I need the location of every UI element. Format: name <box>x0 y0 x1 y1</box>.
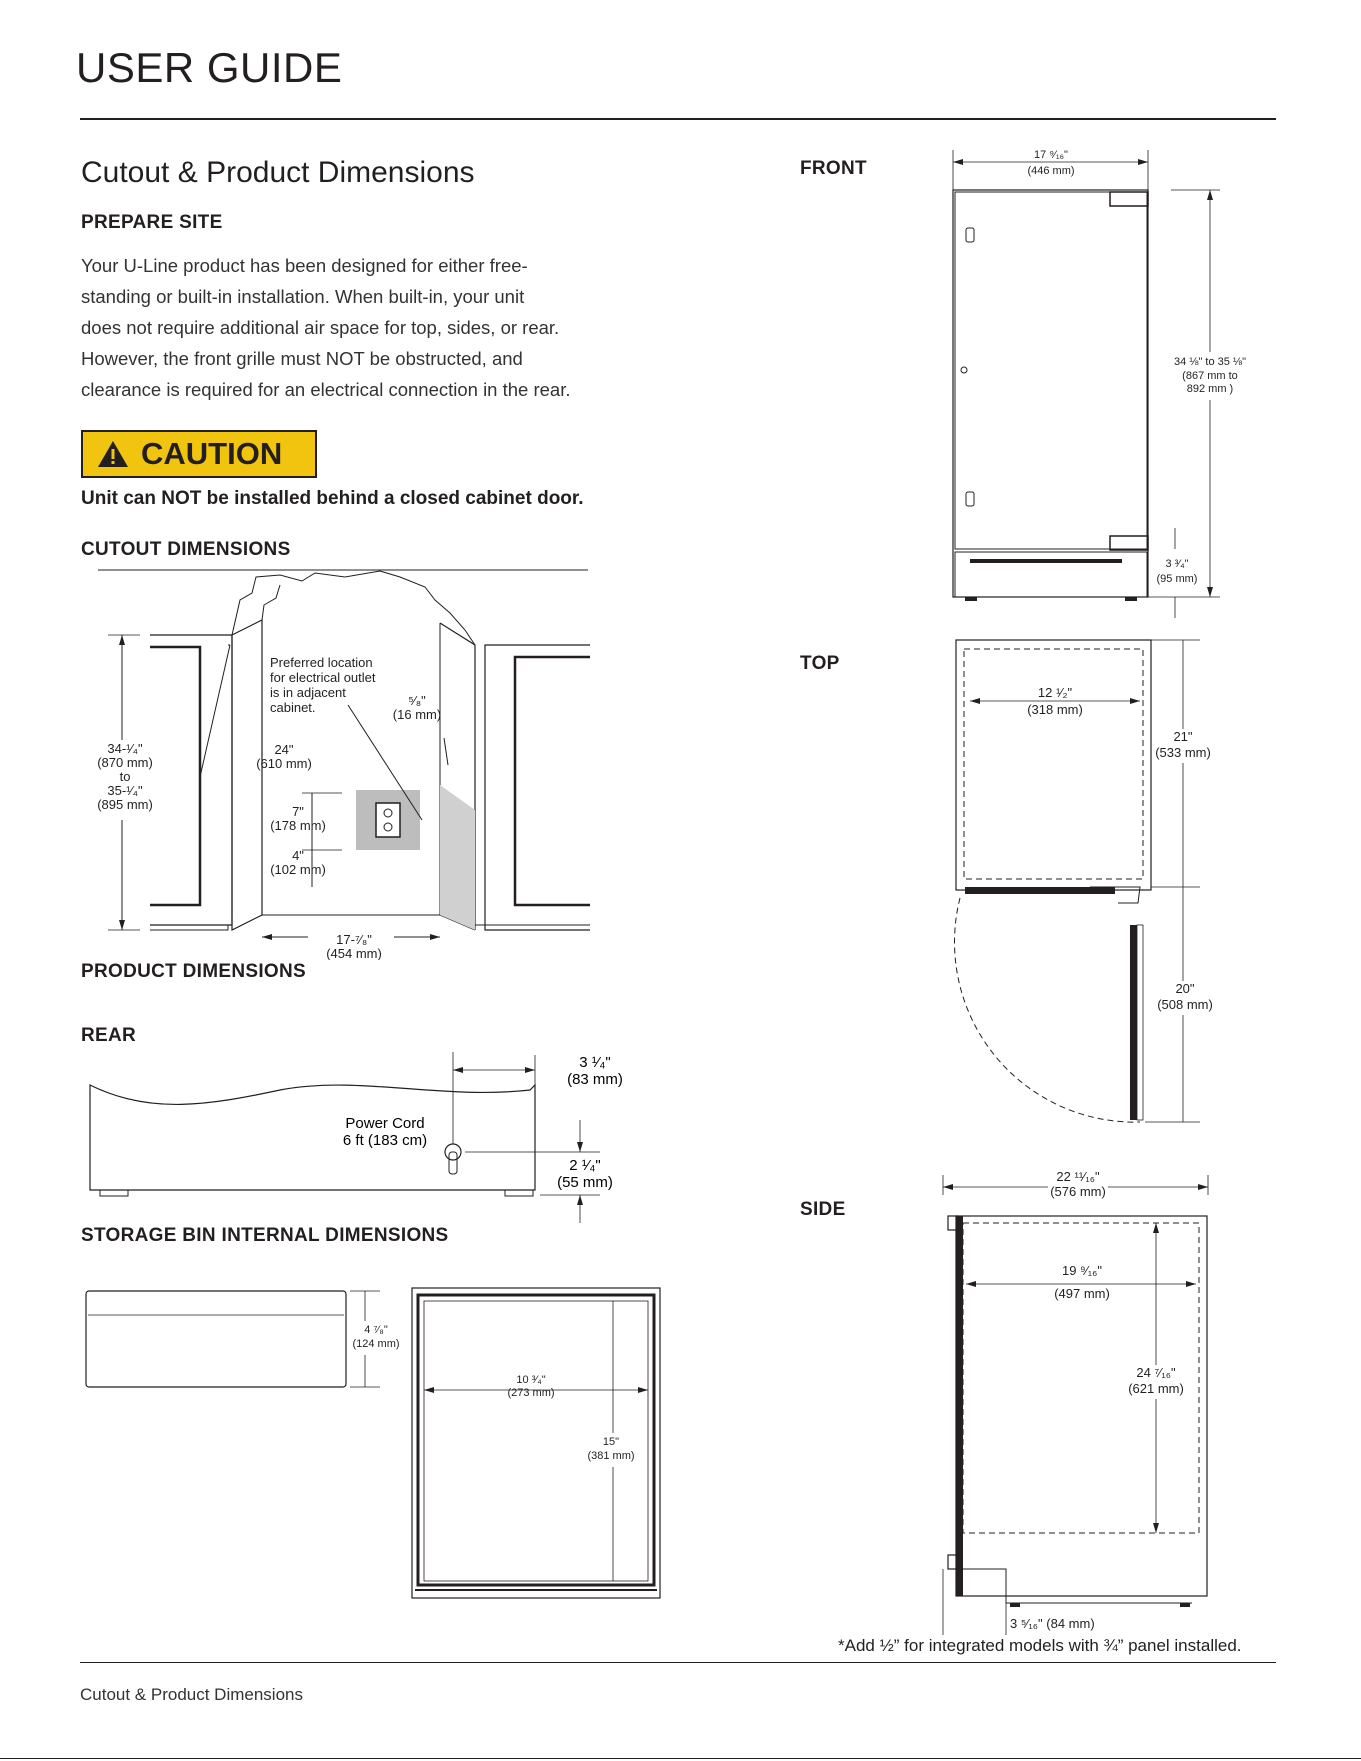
side-heading: SIDE <box>800 1199 846 1220</box>
door-swing-dim: 20" <box>1175 981 1195 996</box>
storage-bin-heading: STORAGE BIN INTERNAL DIMENSIONS <box>81 1225 449 1246</box>
rear-diagram <box>80 1040 640 1230</box>
outlet-height-dim: 7" <box>292 804 304 819</box>
bin-height-dim: 4 ⁷⁄₈" <box>364 1324 388 1336</box>
cutout-height-dim: 34-¹⁄₄" <box>107 741 143 756</box>
rear-heading: REAR <box>81 1025 137 1046</box>
footnote: *Add ½” for integrated models with ¾” panel installed. <box>838 1636 1242 1655</box>
front-height-dim: 892 mm ) <box>1186 383 1234 395</box>
top-inner-width-dim: (318 mm) <box>1027 702 1083 717</box>
bin-width-dim: (273 mm) <box>507 1387 555 1399</box>
outlet-note: is in adjacent <box>270 685 346 700</box>
body-line: clearance is required for an electrical connection in the rear. <box>81 379 571 400</box>
cutout-depth-dim: (610 mm) <box>256 756 312 771</box>
cutout-depth-dim: 24" <box>274 742 294 757</box>
cutout-offset-dim: (16 mm) <box>392 707 442 722</box>
cutout-heading: CUTOUT DIMENSIONS <box>81 539 291 560</box>
bottom-offset-dim: 2 ¹⁄₄" <box>569 1157 601 1174</box>
side-diagram <box>930 1165 1220 1635</box>
side-depth-dim: (576 mm) <box>1050 1184 1106 1199</box>
section-title: Cutout & Product Dimensions <box>81 156 475 189</box>
cutout-height-dim: (895 mm) <box>97 797 153 812</box>
top-diagram <box>940 635 1270 1130</box>
outlet-icon <box>376 803 400 837</box>
footer-label: Cutout & Product Dimensions <box>80 1685 303 1704</box>
front-base-dim: (95 mm) <box>1156 573 1198 585</box>
product-dimensions-heading: PRODUCT DIMENSIONS <box>81 961 306 982</box>
front-height-dim: (867 mm to <box>1182 370 1238 382</box>
page-header-title: USER GUIDE <box>76 44 343 91</box>
front-heading: FRONT <box>800 158 867 179</box>
cutout-offset-dim: ⁵⁄₈" <box>408 693 426 708</box>
floor-gap-dim: 4" <box>292 848 304 863</box>
warning-icon <box>97 439 129 469</box>
bin-depth-dim: 15" <box>602 1436 620 1448</box>
top-depth-dim: 21" <box>1173 729 1193 744</box>
bin-height-dim: (124 mm) <box>352 1338 400 1350</box>
prepare-site-body <box>81 250 641 405</box>
top-heading: TOP <box>800 653 840 674</box>
footer-divider <box>80 1662 1276 1663</box>
front-width-dim: 17 ⁹⁄₁₆" <box>1034 149 1068 161</box>
cutout-height-dim: 35-¹⁄₄" <box>107 783 143 798</box>
door-swing-dim: (508 mm) <box>1157 997 1213 1012</box>
power-cord-label: 6 ft (183 cm) <box>342 1132 428 1149</box>
outlet-height-dim: (178 mm) <box>270 818 326 833</box>
side-offset-dim: (83 mm) <box>567 1071 623 1088</box>
front-height-dim: 34 ⅛" to 35 ⅛" <box>1173 356 1247 368</box>
body-line: Your U-Line product has been designed for either free- <box>81 255 528 276</box>
bin-depth-dim: (381 mm) <box>587 1450 635 1462</box>
storage-bin-top-diagram <box>400 1285 670 1605</box>
outlet-note: cabinet. <box>270 700 316 715</box>
power-cord-label: Power Cord <box>345 1115 425 1132</box>
cutout-height-dim: to <box>119 769 131 784</box>
cutout-width-dim: (454 mm) <box>326 946 382 960</box>
bin-width-dim: 10 ³⁄₄" <box>516 1374 546 1386</box>
caution-label: CAUTION <box>141 436 283 471</box>
front-width-dim: (446 mm) <box>1027 165 1075 177</box>
prepare-site-heading: PREPARE SITE <box>81 212 223 233</box>
side-inner-height-dim: (621 mm) <box>1128 1381 1184 1396</box>
outlet-note: Preferred location <box>270 655 373 670</box>
caution-text: Unit can NOT be installed behind a closed cabinet door. <box>81 488 584 509</box>
body-line: standing or built-in installation. When built-in, your unit <box>81 286 525 307</box>
side-inner-depth-dim: 19 ⁹⁄₁₆" <box>1061 1263 1103 1278</box>
front-diagram <box>940 140 1270 620</box>
cutout-height-dim: (870 mm) <box>97 755 153 770</box>
cutout-diagram <box>80 565 600 960</box>
storage-bin-side-diagram <box>80 1285 410 1395</box>
side-inner-height-dim: 24 ⁷⁄₁₆" <box>1136 1365 1176 1380</box>
side-depth-dim: 22 ¹¹⁄₁₆" <box>1056 1169 1100 1184</box>
header-divider <box>80 118 1276 120</box>
top-depth-dim: (533 mm) <box>1155 745 1211 760</box>
side-offset-dim: 3 ¹⁄₄" <box>579 1054 611 1071</box>
top-inner-width-dim: 12 ¹⁄₂" <box>1037 685 1073 700</box>
body-line: However, the front grille must NOT be obstructed, and <box>81 348 523 369</box>
side-toe-dim: 3 ⁵⁄₁₆" (84 mm) <box>1010 1616 1095 1631</box>
floor-gap-dim: (102 mm) <box>270 862 326 877</box>
cutout-width-dim: 17-⁷⁄₈" <box>336 932 372 947</box>
caution-badge <box>81 430 317 478</box>
bottom-offset-dim: (55 mm) <box>557 1174 613 1191</box>
side-inner-depth-dim: (497 mm) <box>1054 1286 1110 1301</box>
body-line: does not require additional air space for top, sides, or rear. <box>81 317 560 338</box>
page-edge <box>0 1758 1361 1759</box>
outlet-note: for electrical outlet <box>270 670 376 685</box>
front-base-dim: 3 ³⁄₄" <box>1165 558 1189 570</box>
